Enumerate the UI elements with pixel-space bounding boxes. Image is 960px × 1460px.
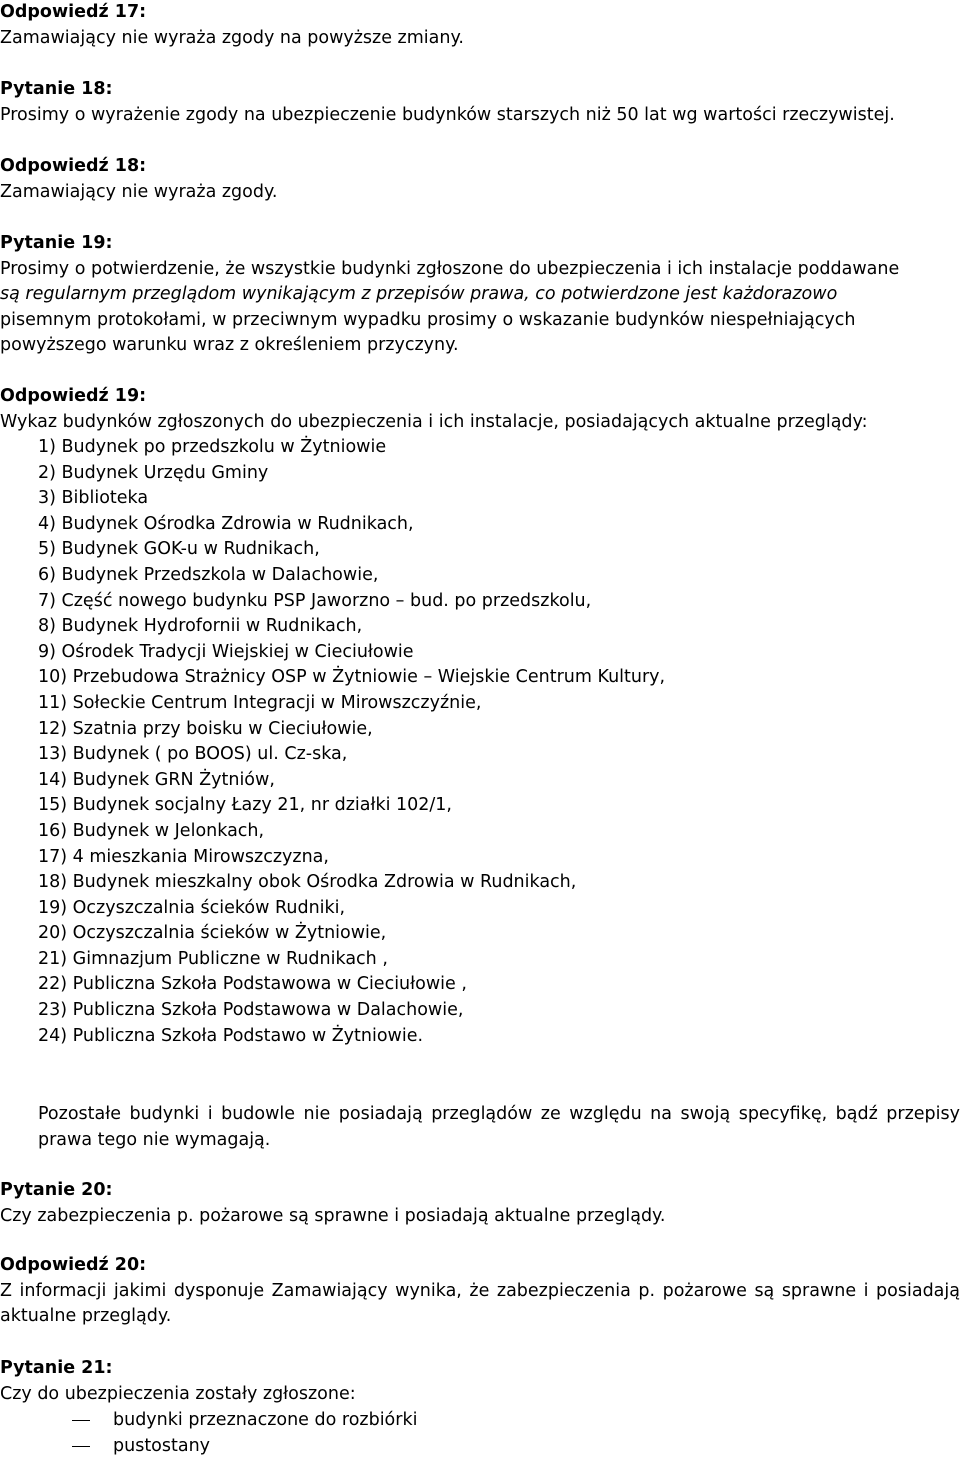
list-item: 16) Budynek w Jelonkach, — [38, 820, 265, 841]
question-21-heading: Pytanie 21: — [0, 1358, 113, 1378]
list-item: 17) 4 mieszkania Mirowszczyzna, — [38, 846, 329, 867]
question-20-heading: Pytanie 20: — [0, 1180, 113, 1200]
list-item: 18) Budynek mieszkalny obok Ośrodka Zdrowia w Rudnikach, — [38, 872, 577, 893]
answer-18-text: Zamawiający nie wyraża zgody. — [0, 181, 278, 202]
answer-19-note: Pozostałe budynki i budowle nie posiadają przeglądów ze względu na swoją specyfikę, bądź przepisy prawa tego nie wymagają. — [38, 1104, 960, 1150]
question-18-heading: Pytanie 18: — [0, 79, 113, 99]
answer-20-heading: Odpowiedź 20: — [0, 1255, 147, 1275]
question-18 — [0, 77, 960, 128]
list-item: 12) Szatnia przy boisku w Cieciułowie, — [38, 718, 373, 739]
answer-17-heading: Odpowiedź 17: — [0, 2, 147, 22]
question-19-line-2: są regularnym przeglądom wynikającym z przepisów prawa, co potwierdzone jest każdorazowo — [0, 284, 838, 304]
answer-18-heading: Odpowiedź 18: — [0, 156, 147, 176]
answer-17 — [0, 0, 960, 51]
list-item: 15) Budynek socjalny Łazy 21, nr działki 102/1, — [38, 795, 452, 816]
question-21-list — [0, 1407, 960, 1459]
list-item: 9) Ośrodek Tradycji Wiejskiej w Cieciułowie — [38, 641, 414, 662]
question-21-text: Czy do ubezpieczenia zostały zgłoszone: — [0, 1383, 356, 1404]
question-19-line-3: pisemnym protokołami, w przeciwnym wypadku prosimy o wskazanie budynków niespełniających — [0, 309, 856, 330]
question-20-text: Czy zabezpieczenia p. pożarowe są sprawne i posiadają aktualne przeglądy. — [0, 1205, 666, 1226]
answer-20-text: Z informacji jakimi dysponuje Zamawiający wynika, że zabezpieczenia p. pożarowe są sprawne i posiadają aktualne przeglądy. — [0, 1280, 960, 1326]
question-19-line-4: powyższego warunku wraz z określeniem przyczyny. — [0, 335, 459, 355]
list-item-label: pustostany — [113, 1436, 211, 1456]
question-18-text: Prosimy o wyrażenie zgody na ubezpieczenie budynków starszych niż 50 lat wg wartości rzeczywistej. — [0, 104, 895, 125]
list-item: 4) Budynek Ośrodka Zdrowia w Rudnikach, — [38, 513, 414, 534]
list-item: 14) Budynek GRN Żytniów, — [38, 769, 275, 790]
answer-19-intro: Wykaz budynków zgłoszonych do ubezpieczenia i ich instalacje, posiadających aktualne przeglądy: — [0, 411, 868, 432]
answer-19-heading: Odpowiedź 19: — [0, 386, 147, 406]
list-item — [0, 1407, 960, 1433]
list-item: 6) Budynek Przedszkola w Dalachowie, — [38, 564, 379, 585]
list-item: 1) Budynek po przedszkolu w Żytniowie — [38, 437, 387, 457]
question-21 — [0, 1356, 960, 1459]
question-19-line-1: Prosimy o potwierdzenie, że wszystkie budynki zgłoszone do ubezpieczenia i ich instalacje poddawane — [0, 258, 900, 279]
list-item: 20) Oczyszczalnia ścieków w Żytniowie, — [38, 923, 387, 944]
question-19-heading: Pytanie 19: — [0, 233, 113, 253]
list-item: 24) Publiczna Szkoła Podstawo w Żytniowie. — [38, 1025, 424, 1046]
list-item: 5) Budynek GOK-u w Rudnikach, — [38, 539, 320, 560]
list-item: 8) Budynek Hydrofornii w Rudnikach, — [38, 616, 363, 637]
answer-17-text: Zamawiający nie wyraża zgody na powyższe zmiany. — [0, 27, 464, 48]
list-item: 23) Publiczna Szkoła Podstawowa w Dalachowie, — [38, 1000, 464, 1021]
list-item-label: budynki przeznaczone do rozbiórki — [113, 1410, 418, 1430]
question-20 — [0, 1178, 960, 1229]
building-list — [0, 435, 960, 1049]
answer-20 — [0, 1253, 960, 1330]
list-item: 2) Budynek Urzędu Gminy — [38, 462, 269, 483]
question-19 — [0, 231, 960, 359]
list-item — [0, 1433, 960, 1459]
list-item: 10) Przebudowa Strażnicy OSP w Żytniowie – Wiejskie Centrum Kultury, — [38, 667, 666, 688]
list-item: 19) Oczyszczalnia ścieków Rudniki, — [38, 897, 346, 918]
answer-19 — [0, 384, 960, 1049]
list-item: 13) Budynek ( po BOOS) ul. Cz-ska, — [38, 744, 348, 765]
list-item: 11) Sołeckie Centrum Integracji w Mirowszczyźnie, — [38, 692, 482, 713]
list-item: 3) Biblioteka — [38, 488, 149, 509]
answer-18 — [0, 154, 960, 205]
list-item: 7) Część nowego budynku PSP Jaworzno – bud. po przedszkolu, — [38, 590, 592, 611]
list-item: 21) Gimnazjum Publiczne w Rudnikach , — [38, 948, 388, 969]
list-item: 22) Publiczna Szkoła Podstawowa w Cieciułowie , — [38, 974, 467, 995]
